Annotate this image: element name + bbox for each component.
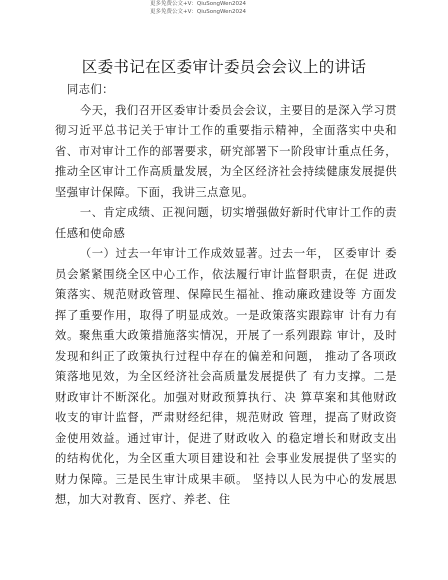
header-watermark <box>150 0 246 16</box>
section-heading: 一、肯定成绩、正视问题，切实增强做好新时代审计工作的责任感和使命感 <box>55 206 397 240</box>
watermark-line: 更多免费公文+V：QiuSongWen2024 <box>150 9 247 15</box>
watermark-line: 更多免费公文+V：QiuSongWen2024 <box>150 1 247 7</box>
document-body <box>55 80 397 511</box>
greeting: 同志们： <box>67 83 114 96</box>
document-title: 区委书记在区委审计委员会会议上的讲话 <box>81 58 367 76</box>
paragraph-intro: 今天，我们召开区委审计委员会会议，主要目的是深入学习贯彻习近平总书记关于审计工作的重要指示精神，全面落实中央和省、市对审计工作的部署要求，研究部署下一阶段审计重点任务，推动全区审计工作高质量发展，为全区经济社会持续健康发展提供坚强审计保障。下面，我讲三点意见。 <box>55 103 397 199</box>
paragraph-achievements: （一）过去一年审计工作成效显著。过去一年， 区委审计 委员会紧紧围绕全区中心工作，依法履行审计监督职责，在促 进政策落实、规范财政管理、保障民生福祉、推动廉政建设等 方面发挥了重要作用，取得了明显成效。一是政策落实跟踪审 计有力有效。聚焦重大政策措施落实情况，开展了一系列跟踪 审计，及时发现和纠正了政策执行过程中存在的偏差和问题， 推动了各项政策落地见效，为全区经济社会高质量发展提供了 有力支撑。二是财政审计不断深化。加强对财政预算执行、决 算草案和其他财政收支的审计监督，严肃财经纪律，规范财政 管理，提高了财政资金使用效益。通过审计，促进了财政收入 的稳定增长和财政支出的结构优化，为全区重大项目建设和社 会事业发展提供了坚实的财力保障。三是民生审计成果丰硕。 坚持以人民为中心的发展思想，加大对教育、医疗、养老、住 <box>55 247 397 506</box>
